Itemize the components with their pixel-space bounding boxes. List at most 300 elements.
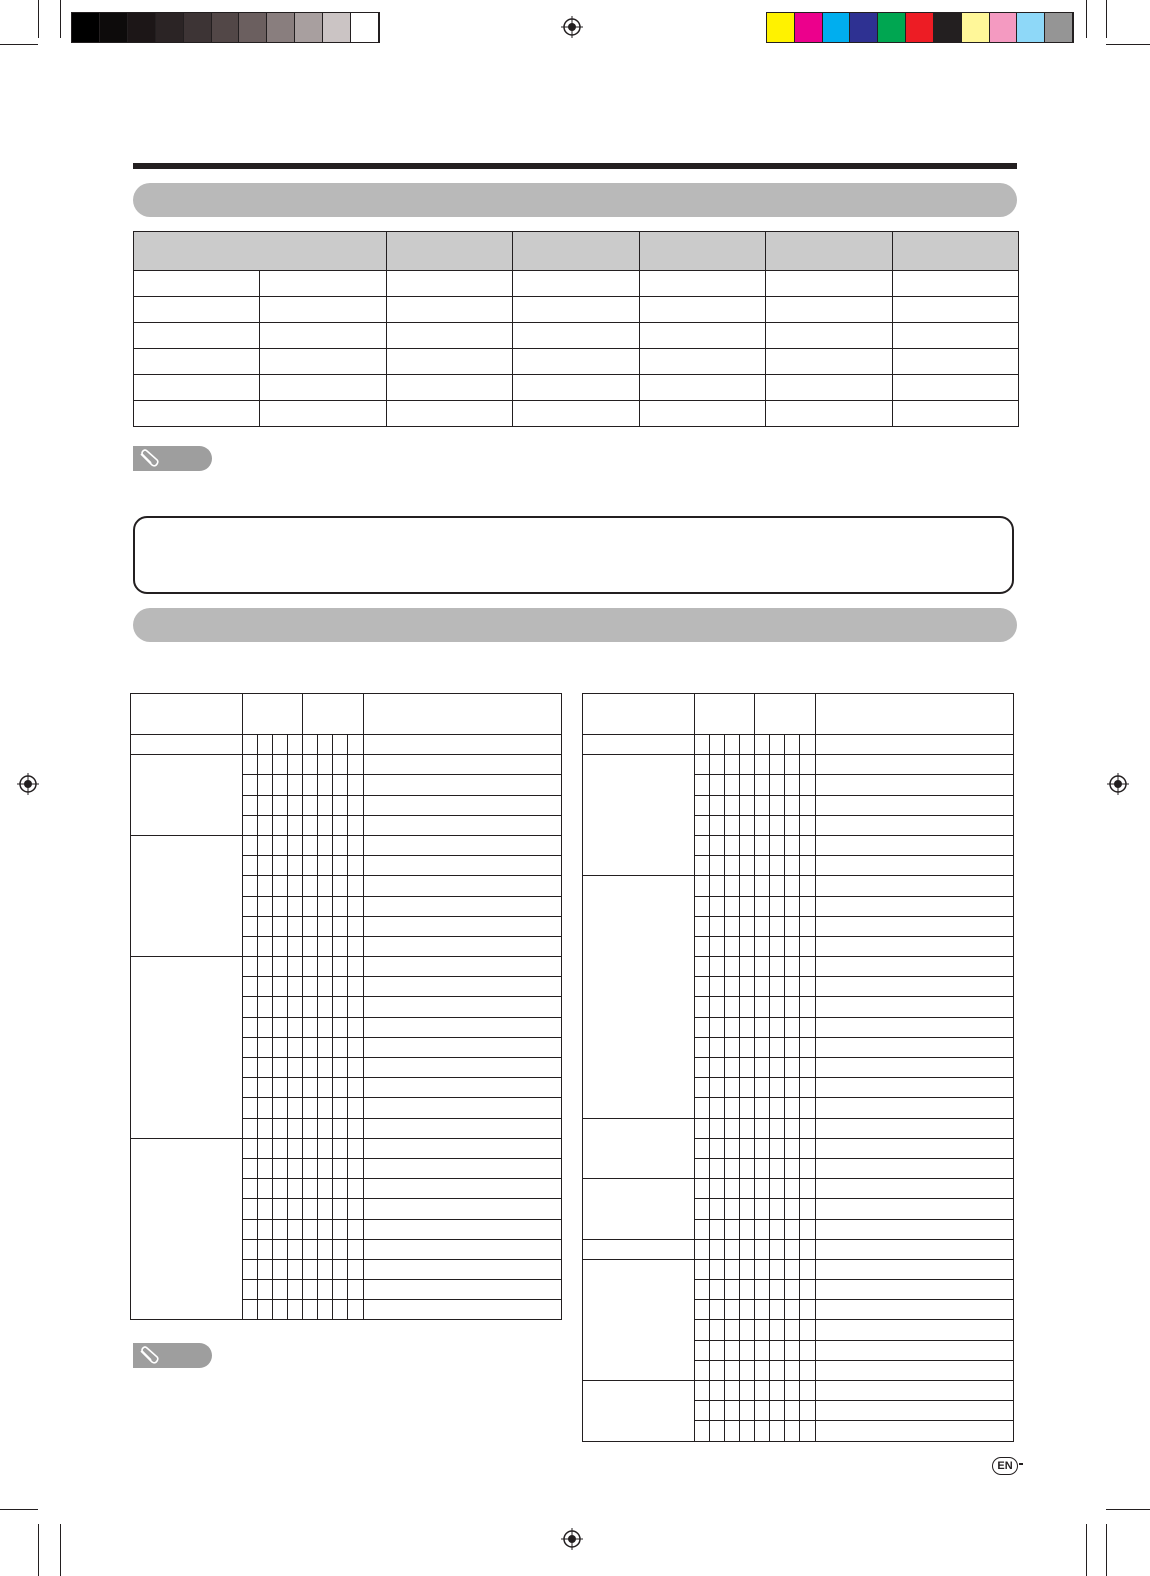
tick-cell	[755, 1158, 770, 1178]
compat-table-header	[131, 694, 562, 735]
tick-cell	[242, 957, 257, 977]
tick-cell	[288, 1280, 303, 1300]
tick-cell	[333, 755, 348, 775]
tick-cell	[785, 936, 800, 956]
tick-cell	[709, 1138, 724, 1158]
tick-cell	[694, 1158, 709, 1178]
tick-cell	[242, 1280, 257, 1300]
group-cell	[131, 957, 243, 1139]
tick-cell	[303, 795, 318, 815]
tick-cell	[272, 795, 287, 815]
color-swatch	[767, 13, 795, 42]
tick-cell	[800, 1239, 815, 1259]
tick-cell	[694, 795, 709, 815]
tick-cell	[257, 735, 272, 755]
tick-cell	[740, 997, 755, 1017]
tick-cell	[333, 896, 348, 916]
tick-cell	[740, 1300, 755, 1320]
tick-cell	[709, 1179, 724, 1199]
tick-cell	[242, 755, 257, 775]
tick-cell	[755, 1098, 770, 1118]
tick-cell	[333, 977, 348, 997]
tick-cell	[348, 1158, 363, 1178]
tick-cell	[800, 1340, 815, 1360]
tick-cell	[785, 1118, 800, 1138]
tick-cell	[288, 1058, 303, 1078]
tick-cell	[333, 1300, 348, 1320]
tick-cell	[257, 1098, 272, 1118]
spec-table-cell	[260, 297, 386, 323]
tick-cell	[709, 997, 724, 1017]
tick-cell	[272, 1259, 287, 1279]
tick-cell	[272, 1098, 287, 1118]
tick-cell	[288, 916, 303, 936]
compat-table-left	[130, 693, 562, 1320]
tick-cell	[242, 1078, 257, 1098]
tick-cell	[288, 1078, 303, 1098]
tick-cell	[303, 1098, 318, 1118]
tick-cell	[242, 977, 257, 997]
tick-cell	[740, 755, 755, 775]
header-cell	[131, 694, 243, 735]
tick-cell	[785, 815, 800, 835]
description-cell	[363, 916, 561, 936]
tick-cell	[257, 916, 272, 936]
tick-cell	[709, 957, 724, 977]
spec-table-header	[134, 232, 1019, 271]
tick-cell	[318, 1219, 333, 1239]
crop-mark	[1106, 0, 1107, 38]
spec-table-row	[134, 349, 1019, 375]
tick-cell	[348, 735, 363, 755]
tick-cell	[740, 1381, 755, 1401]
tick-cell	[333, 997, 348, 1017]
note-label	[133, 446, 212, 471]
description-cell	[815, 1078, 1013, 1098]
tick-cell	[785, 1280, 800, 1300]
tick-cell	[272, 735, 287, 755]
page-title-rule	[133, 163, 1017, 169]
tick-cell	[770, 1340, 785, 1360]
tick-cell	[724, 1320, 739, 1340]
tick-cell	[785, 1300, 800, 1320]
tick-cell	[724, 1017, 739, 1037]
tick-cell	[333, 735, 348, 755]
color-swatch	[100, 13, 128, 42]
tick-cell	[785, 977, 800, 997]
tick-cell	[755, 1078, 770, 1098]
registration-crosshair-icon	[17, 773, 39, 795]
tick-cell	[694, 1259, 709, 1279]
tick-cell	[785, 1239, 800, 1259]
tick-cell	[709, 775, 724, 795]
tick-cell	[242, 1300, 257, 1320]
tick-cell	[303, 835, 318, 855]
tick-cell	[724, 997, 739, 1017]
tick-cell	[770, 1259, 785, 1279]
tick-cell	[740, 1340, 755, 1360]
tick-cell	[724, 1078, 739, 1098]
tick-cell	[755, 997, 770, 1017]
tick-cell	[770, 977, 785, 997]
description-cell	[815, 997, 1013, 1017]
tick-cell	[785, 876, 800, 896]
description-cell	[363, 835, 561, 855]
spec-table-cell	[639, 375, 765, 401]
tick-cell	[318, 1078, 333, 1098]
tick-cell	[333, 876, 348, 896]
tick-cell	[709, 1017, 724, 1037]
color-swatch	[850, 13, 878, 42]
tick-cell	[709, 977, 724, 997]
tick-cell	[303, 1280, 318, 1300]
header-cell	[694, 694, 754, 735]
tick-cell	[272, 1078, 287, 1098]
tick-cell	[770, 856, 785, 876]
tick-cell	[694, 1058, 709, 1078]
description-cell	[815, 896, 1013, 916]
tick-cell	[257, 1118, 272, 1138]
group-cell	[583, 735, 695, 755]
tick-cell	[288, 1300, 303, 1320]
description-cell	[363, 795, 561, 815]
tick-cell	[694, 1340, 709, 1360]
tick-cell	[800, 1199, 815, 1219]
tick-cell	[257, 1259, 272, 1279]
color-swatch	[795, 13, 823, 42]
description-cell	[363, 735, 561, 755]
tick-cell	[709, 896, 724, 916]
tick-cell	[333, 1037, 348, 1057]
tick-cell	[800, 835, 815, 855]
tick-cell	[242, 1199, 257, 1219]
description-cell	[815, 1199, 1013, 1219]
tick-cell	[348, 896, 363, 916]
tick-cell	[740, 916, 755, 936]
tick-cell	[724, 1037, 739, 1057]
spec-table-row	[134, 323, 1019, 349]
table-row	[583, 735, 1014, 755]
spec-table-cell	[260, 271, 386, 297]
tick-cell	[740, 876, 755, 896]
tick-cell	[755, 775, 770, 795]
tick-cell	[755, 936, 770, 956]
tick-cell	[709, 876, 724, 896]
tick-cell	[348, 1118, 363, 1138]
tick-cell	[318, 835, 333, 855]
tick-cell	[348, 1017, 363, 1037]
tick-cell	[272, 815, 287, 835]
compat-table-right	[582, 693, 1014, 1442]
tick-cell	[333, 1199, 348, 1219]
tick-cell	[303, 1199, 318, 1219]
tick-cell	[288, 835, 303, 855]
tick-cell	[709, 815, 724, 835]
tick-cell	[303, 1239, 318, 1259]
tick-cell	[740, 1219, 755, 1239]
tick-cell	[242, 815, 257, 835]
description-cell	[815, 1401, 1013, 1421]
tick-cell	[800, 1421, 815, 1441]
tick-cell	[348, 957, 363, 977]
tick-cell	[318, 1199, 333, 1219]
tick-cell	[785, 1017, 800, 1037]
spec-table-cell	[513, 297, 639, 323]
color-swatch	[990, 13, 1018, 42]
description-cell	[815, 1421, 1013, 1441]
tick-cell	[242, 775, 257, 795]
tick-cell	[272, 876, 287, 896]
group-cell	[583, 1259, 695, 1380]
description-cell	[815, 1179, 1013, 1199]
table-row	[583, 1179, 1014, 1199]
tick-cell	[348, 977, 363, 997]
tick-cell	[333, 1280, 348, 1300]
header-cell	[363, 694, 561, 735]
header-cell	[303, 694, 363, 735]
tick-cell	[770, 1401, 785, 1421]
tick-cell	[318, 735, 333, 755]
tick-cell	[694, 735, 709, 755]
tick-cell	[333, 1219, 348, 1239]
spec-table-cell	[766, 323, 892, 349]
tick-cell	[709, 936, 724, 956]
header-cell	[583, 694, 695, 735]
tick-cell	[318, 977, 333, 997]
description-cell	[363, 876, 561, 896]
tick-cell	[755, 835, 770, 855]
table-row	[583, 755, 1014, 775]
tick-cell	[709, 835, 724, 855]
tick-cell	[257, 1078, 272, 1098]
description-cell	[815, 1300, 1013, 1320]
registration-crosshair-icon	[561, 1528, 583, 1550]
note-label	[133, 1343, 212, 1368]
color-swatch	[351, 13, 379, 42]
tick-cell	[724, 775, 739, 795]
tick-cell	[785, 896, 800, 916]
tick-cell	[800, 856, 815, 876]
tick-cell	[770, 1017, 785, 1037]
tick-cell	[770, 795, 785, 815]
tick-cell	[785, 856, 800, 876]
tick-cell	[755, 1300, 770, 1320]
tick-cell	[318, 1098, 333, 1118]
tick-cell	[740, 775, 755, 795]
tick-cell	[770, 957, 785, 977]
tick-cell	[785, 795, 800, 815]
crop-mark	[1106, 1509, 1150, 1510]
tick-cell	[694, 1078, 709, 1098]
description-cell	[815, 815, 1013, 835]
crop-mark	[38, 0, 39, 38]
color-swatch	[184, 13, 212, 42]
tick-cell	[800, 1017, 815, 1037]
color-bar	[766, 12, 1074, 43]
tick-cell	[348, 835, 363, 855]
tick-cell	[272, 755, 287, 775]
description-cell	[815, 936, 1013, 956]
tick-cell	[242, 1017, 257, 1037]
paperclip-icon	[137, 448, 163, 468]
tick-cell	[770, 1158, 785, 1178]
tick-cell	[288, 997, 303, 1017]
crop-mark	[0, 1509, 38, 1510]
tick-cell	[333, 1098, 348, 1118]
tick-cell	[740, 1058, 755, 1078]
tick-cell	[303, 896, 318, 916]
tick-cell	[785, 997, 800, 1017]
spec-table-cell	[134, 349, 260, 375]
group-cell	[131, 835, 243, 956]
tick-cell	[333, 1239, 348, 1259]
tick-cell	[242, 1179, 257, 1199]
group-cell	[583, 1118, 695, 1179]
tick-cell	[694, 856, 709, 876]
tick-cell	[785, 916, 800, 936]
tick-cell	[257, 997, 272, 1017]
description-cell	[815, 735, 1013, 755]
color-swatch	[239, 13, 267, 42]
description-cell	[363, 1037, 561, 1057]
tick-cell	[272, 1037, 287, 1057]
spec-table-cell	[766, 401, 892, 427]
tick-cell	[288, 1017, 303, 1037]
tick-cell	[303, 876, 318, 896]
tick-cell	[348, 815, 363, 835]
section-heading-bar	[133, 608, 1017, 642]
tick-cell	[242, 1098, 257, 1118]
tick-cell	[242, 876, 257, 896]
spec-table-cell	[639, 297, 765, 323]
tick-cell	[303, 957, 318, 977]
tick-cell	[770, 815, 785, 835]
tick-cell	[785, 1138, 800, 1158]
tick-cell	[257, 1138, 272, 1158]
tick-cell	[800, 936, 815, 956]
tick-cell	[348, 1259, 363, 1279]
tick-cell	[288, 1239, 303, 1259]
tick-cell	[755, 957, 770, 977]
tick-cell	[709, 1118, 724, 1138]
tick-cell	[740, 1259, 755, 1279]
tick-cell	[755, 1118, 770, 1138]
description-cell	[363, 1098, 561, 1118]
tick-cell	[740, 1158, 755, 1178]
tick-cell	[755, 977, 770, 997]
group-cell	[131, 735, 243, 755]
crop-mark	[60, 0, 61, 38]
tick-cell	[709, 1058, 724, 1078]
tick-cell	[709, 1199, 724, 1219]
description-cell	[363, 977, 561, 997]
tick-cell	[724, 1098, 739, 1118]
tick-cell	[800, 1098, 815, 1118]
tick-cell	[318, 1058, 333, 1078]
description-cell	[363, 1239, 561, 1259]
tick-cell	[694, 775, 709, 795]
spec-table-cell	[260, 323, 386, 349]
tick-cell	[694, 835, 709, 855]
tick-cell	[318, 1017, 333, 1037]
tick-cell	[800, 1360, 815, 1380]
tick-cell	[318, 1158, 333, 1178]
tick-cell	[709, 1239, 724, 1259]
tick-cell	[303, 916, 318, 936]
tick-cell	[800, 1280, 815, 1300]
tick-cell	[770, 755, 785, 775]
tick-cell	[257, 856, 272, 876]
tick-cell	[755, 896, 770, 916]
color-swatch	[823, 13, 851, 42]
description-cell	[363, 1179, 561, 1199]
page-number-dash	[1019, 1463, 1023, 1465]
table-row	[131, 835, 562, 855]
spec-table-cell	[892, 401, 1018, 427]
tick-cell	[348, 1179, 363, 1199]
group-cell	[583, 1381, 695, 1442]
tick-cell	[694, 1421, 709, 1441]
tick-cell	[770, 835, 785, 855]
tick-cell	[257, 795, 272, 815]
tick-cell	[694, 1219, 709, 1239]
tick-cell	[785, 1360, 800, 1380]
tick-cell	[800, 1138, 815, 1158]
tick-cell	[724, 1179, 739, 1199]
tick-cell	[785, 1320, 800, 1340]
tick-cell	[348, 1199, 363, 1219]
tick-cell	[740, 977, 755, 997]
tick-cell	[348, 1239, 363, 1259]
header-cell	[134, 232, 387, 271]
tick-cell	[303, 1058, 318, 1078]
spec-table-cell	[386, 349, 512, 375]
spec-table-cell	[892, 375, 1018, 401]
description-cell	[815, 1360, 1013, 1380]
tick-cell	[318, 957, 333, 977]
tick-cell	[348, 1219, 363, 1239]
tick-cell	[709, 1320, 724, 1340]
tick-cell	[242, 916, 257, 936]
description-cell	[815, 1320, 1013, 1340]
tick-cell	[770, 735, 785, 755]
tick-cell	[318, 1239, 333, 1259]
tick-cell	[755, 1058, 770, 1078]
tick-cell	[288, 1259, 303, 1279]
tick-cell	[785, 1037, 800, 1057]
tick-cell	[318, 856, 333, 876]
tick-cell	[694, 1320, 709, 1340]
tick-cell	[770, 775, 785, 795]
tick-cell	[709, 1340, 724, 1360]
tick-cell	[800, 1158, 815, 1178]
tick-cell	[800, 876, 815, 896]
tick-cell	[348, 1078, 363, 1098]
tick-cell	[333, 775, 348, 795]
tick-cell	[333, 856, 348, 876]
table-row	[583, 876, 1014, 896]
tick-cell	[242, 735, 257, 755]
tick-cell	[755, 735, 770, 755]
tick-cell	[288, 1199, 303, 1219]
tick-cell	[770, 1037, 785, 1057]
tick-cell	[709, 1219, 724, 1239]
tick-cell	[272, 916, 287, 936]
tick-cell	[724, 1199, 739, 1219]
tick-cell	[348, 795, 363, 815]
tick-cell	[800, 916, 815, 936]
tick-cell	[785, 1078, 800, 1098]
